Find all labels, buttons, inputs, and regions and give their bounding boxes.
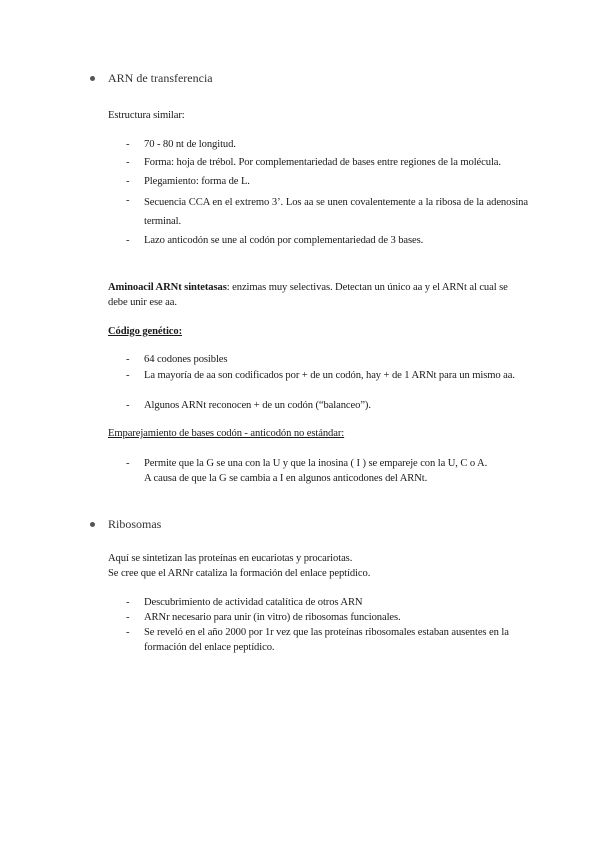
- bullet-dot-icon: [90, 522, 95, 527]
- section-title-ribosomas: Ribosomas: [108, 517, 162, 531]
- list-item: Algunos ARNt reconocen + de un codón (“balanceo”).: [144, 400, 371, 411]
- list-dash: -: [126, 370, 130, 381]
- list-item: Plegamiento: forma de L.: [144, 176, 250, 187]
- list-item: Descubrimiento de actividad catalítica de otros ARN: [144, 597, 363, 608]
- aminoacil-text: : enzimas muy selectivas. Detectan un único aa y el ARNt al cual se debe unir ese aa.: [108, 282, 508, 308]
- list-item: ARNr necesario para unir (in vitro) de ribosomas funcionales.: [144, 612, 401, 623]
- list-item: 70 - 80 nt de longitud.: [144, 139, 236, 150]
- list-item: Se reveló en el año 2000 por 1r vez que las proteínas ribosomales estaban ausentes en la formación del enlace peptídico.: [144, 627, 509, 653]
- section-title-arnt: ARN de transferencia: [108, 71, 213, 85]
- list-dash: -: [126, 400, 130, 411]
- emparejamiento-heading: Emparejamiento de bases codón - anticodón no estándar:: [108, 428, 345, 439]
- aminoacil-paragraph: [108, 280, 528, 310]
- aminoacil-term: Aminoacil ARNt sintetasas: [108, 282, 227, 293]
- codigo-heading: [108, 324, 182, 339]
- list-item: Forma: hoja de trébol. Por complementariedad de bases entre regiones de la molécula.: [144, 157, 501, 168]
- list-item: Lazo anticodón se une al codón por complementariedad de 3 bases.: [144, 235, 424, 246]
- bullet-dot-icon: [90, 76, 95, 81]
- list-dash: -: [126, 458, 130, 469]
- list-item: La mayoría de aa son codificados por + de un codón, hay + de 1 ARNt para un mismo aa.: [144, 370, 515, 381]
- list-dash: -: [126, 139, 130, 150]
- list-dash: -: [126, 597, 130, 608]
- ribosomas-paragraph-1: Aquí se sintetizan las proteínas en eucariotas y procariotas.: [108, 553, 353, 564]
- list-dash: -: [126, 354, 130, 365]
- ribosomas-paragraph-2: Se cree que el ARNr cataliza la formación del enlace peptídico.: [108, 568, 371, 579]
- list-item: 64 codones posibles: [144, 354, 228, 365]
- list-dash: -: [126, 627, 130, 638]
- section-intro: Estructura similar:: [108, 110, 185, 121]
- list-dash: -: [126, 612, 130, 623]
- emparejamiento-line1: Permite que la G se una con la U y que la inosina ( I ) se empareje con la U, C o A.: [144, 458, 488, 469]
- list-dash: -: [126, 176, 130, 187]
- list-dash: -: [126, 157, 130, 168]
- list-item: Secuencia CCA en el extremo 3’. Los aa se unen covalentemente a la ribosa de la adenosina terminal.: [144, 197, 528, 227]
- codigo-heading-text: Código genético:: [108, 326, 183, 337]
- list-dash: -: [126, 195, 130, 206]
- emparejamiento-line2: A causa de que la G se cambia a I en algunos anticodones del ARNt.: [144, 473, 428, 484]
- list-dash: -: [126, 235, 130, 246]
